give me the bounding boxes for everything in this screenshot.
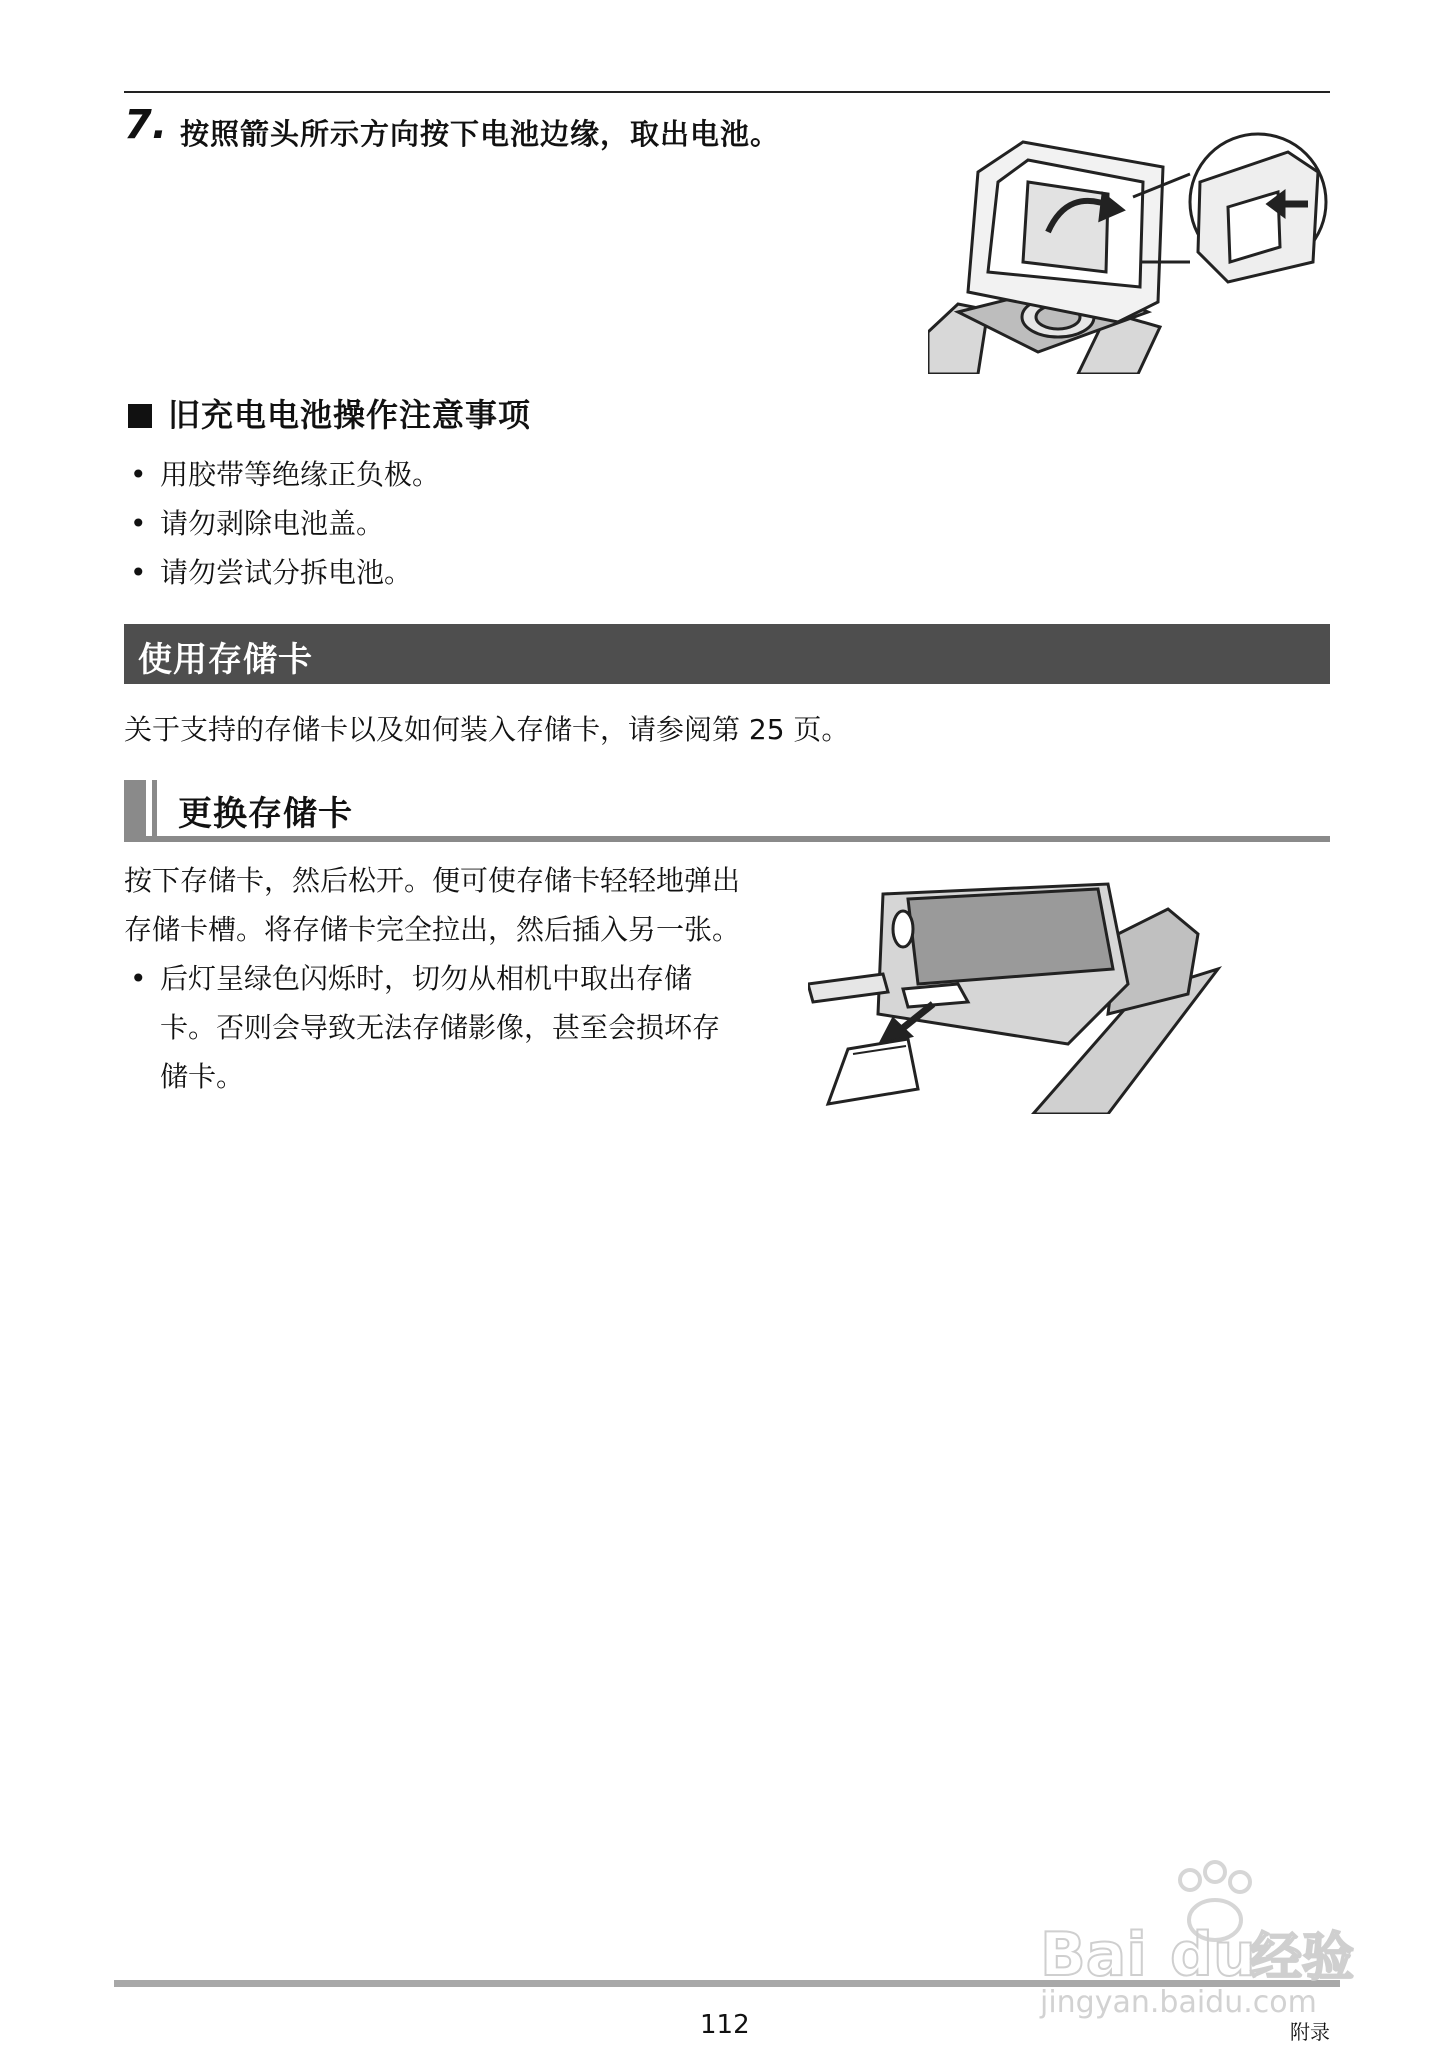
watermark-url: jingyan.baidu.com <box>1040 1985 1317 2020</box>
memory-card-reference-text: 关于支持的存储卡以及如何装入存储卡，请参阅第 25 页。 <box>124 713 850 746</box>
list-item: • 用胶带等绝缘正负极。 <box>128 450 440 499</box>
square-bullet-icon <box>128 404 152 428</box>
subsection-header-replace-card <box>124 780 1330 840</box>
subsection-title: 更换存储卡 <box>178 794 353 834</box>
replace-card-instructions <box>124 856 744 1101</box>
list-item: • 请勿尝试分拆电池。 <box>128 548 440 597</box>
watermark-brand-du: du <box>1170 1920 1256 1990</box>
header-bar-decoration <box>124 780 146 836</box>
step-number: 7. <box>124 102 168 148</box>
chapter-label: 附录 <box>1290 2020 1330 2044</box>
section-band-memory-card <box>124 624 1330 684</box>
top-rule <box>124 91 1330 93</box>
header-underline <box>124 836 1330 842</box>
baidu-watermark-logo <box>1030 1850 1370 2020</box>
precautions-heading-text: 旧充电电池操作注意事项 <box>168 396 532 434</box>
paragraph: 按下存储卡，然后松开。便可使存储卡轻轻地弹出存储卡槽。将存储卡完全拉出，然后插入另一张。 <box>124 864 741 946</box>
list-item: • 请勿剥除电池盖。 <box>128 499 440 548</box>
warning-bullet: • 后灯呈绿色闪烁时，切勿从相机中取出存储卡。否则会导致无法存储影像，甚至会损坏存储卡。 <box>124 954 744 1101</box>
step-instruction: 按照箭头所示方向按下电池边缘，取出电池。 <box>180 117 781 151</box>
watermark-cn: 经验 <box>1250 1928 1355 1988</box>
header-bar-decoration <box>152 780 157 836</box>
memory-card-removal-illustration <box>808 874 1318 1114</box>
page-number: 112 <box>700 2010 750 2040</box>
watermark-brand: Bai <box>1040 1920 1147 1990</box>
battery-removal-illustration <box>928 112 1330 374</box>
precautions-list <box>128 450 440 597</box>
precautions-heading <box>128 390 531 436</box>
section-title: 使用存储卡 <box>138 640 313 680</box>
